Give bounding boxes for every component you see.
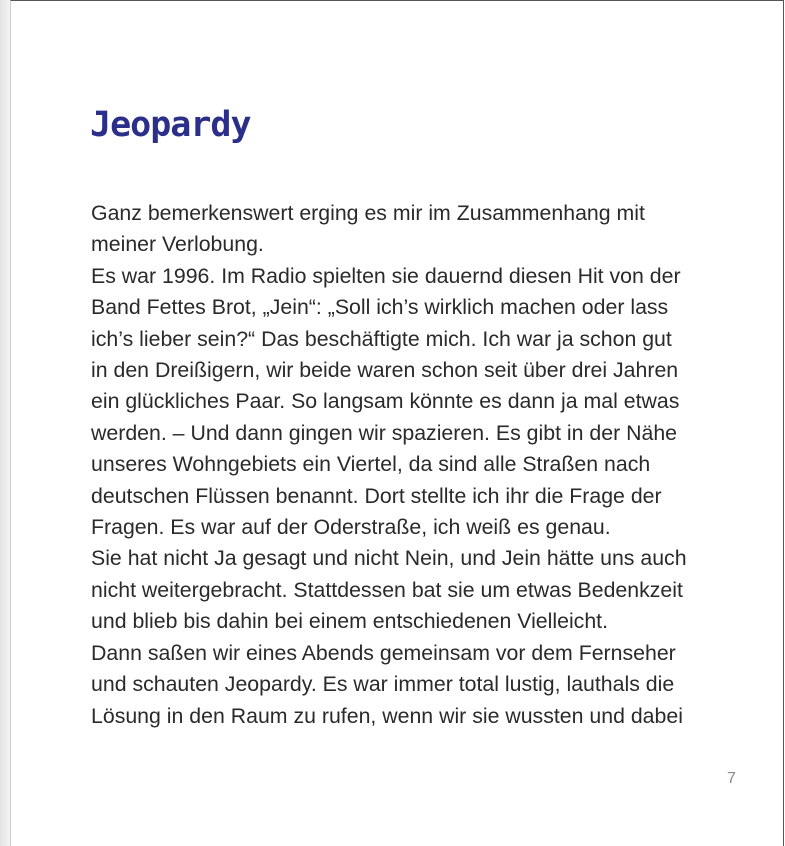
book-page (10, 0, 784, 846)
page-body-text (91, 198, 751, 732)
text-line: unseres Wohngebiets ein Viertel, da sind alle Straßen nach (91, 452, 651, 477)
text-line: meiner Verlobung. (91, 232, 264, 257)
text-line: nicht weitergebracht. Stattdessen bat sie um etwas Bedenkzeit (91, 577, 683, 602)
text-line: Band Fettes Brot, „Jein“: „Soll ich’s wirklich machen oder lass (91, 295, 669, 320)
text-line: Ganz bemerkenswert erging es mir im Zusammenhang mit (91, 201, 645, 225)
text-line: Fragen. Es war auf der Oderstraße, ich weiß es genau. (91, 515, 611, 540)
text-line: ein glückliches Paar. So langsam könnte es dann ja mal etwas (91, 389, 680, 414)
text-line: Sie hat nicht Ja gesagt und nicht Nein, und Jein hätte uns auch (91, 546, 687, 571)
text-line: Es war 1996. Im Radio spielten sie dauernd diesen Hit von der (91, 263, 681, 288)
page-number: 7 (727, 770, 736, 787)
text-line: in den Dreißigern, wir beide waren schon seit über drei Jahren (91, 358, 679, 383)
text-line: und schauten Jeopardy. Es war immer total lustig, lauthals die (91, 672, 675, 697)
text-line: deutschen Flüssen benannt. Dort stellte ich ihr die Frage der (91, 483, 662, 508)
chapter-title: Jeopardy (90, 105, 251, 145)
text-line: ich’s lieber sein?“ Das beschäftigte mich. Ich war ja schon gut (91, 326, 672, 351)
text-line: Dann saßen wir eines Abends gemeinsam vor dem Fernseher (91, 640, 676, 665)
text-line: werden. – Und dann gingen wir spazieren. Es gibt in der Nähe (91, 420, 678, 445)
text-line: und blieb bis dahin bei einem entschiedenen Vielleicht. (91, 609, 609, 634)
text-line: Lösung in den Raum zu rufen, wenn wir sie wussten und dabei (91, 703, 683, 728)
